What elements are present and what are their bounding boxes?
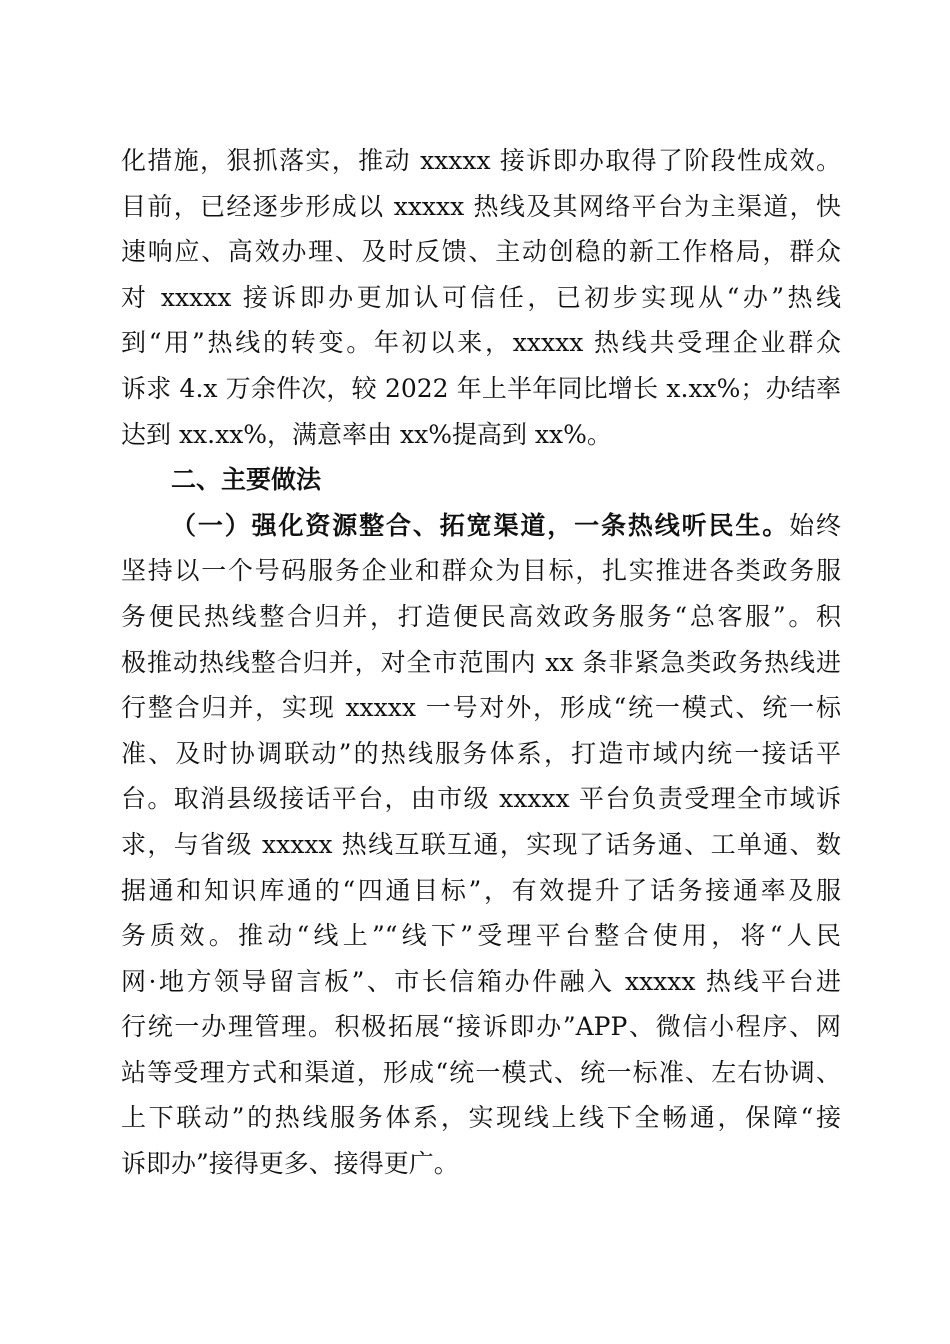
paragraph-line: 行整合归并，实现 xxxxx 一号对外，形成“统一模式、统一标 (121, 693, 841, 723)
subsection-title: （一）强化资源整合、拓宽渠道，一条热线听民生。 (171, 510, 790, 540)
paragraph-line: 准、及时协调联动”的热线服务体系，打造市域内统一接话平 (121, 738, 841, 768)
paragraph-line: 务质效。推动“线上”“线下”受理平台整合使用，将“人民 (121, 921, 841, 951)
paragraph-line: 诉求 4.x 万余件次，较 2022 年上半年同比增长 x.xx%；办结率 (121, 373, 841, 403)
paragraph-line: 台。取消县级接话平台，由市级 xxxxx 平台负责受理全市域诉 (121, 784, 841, 814)
paragraph-line: 速响应、高效办理、及时反馈、主动创稳的新工作格局，群众 (121, 237, 841, 267)
paragraph-line: 坚持以一个号码服务企业和群众为目标，扎实推进各类政务服 (121, 556, 841, 586)
paragraph-practices (121, 503, 841, 1187)
document-body (121, 138, 841, 1187)
paragraph-line: 诉即办”接得更多、接得更广。 (121, 1149, 459, 1179)
paragraph-line: 站等受理方式和渠道，形成“统一模式、统一标准、左右协调、 (121, 1057, 841, 1087)
paragraph-line: 务便民热线整合归并，打造便民高效政务服务“总客服”。积 (121, 601, 841, 631)
paragraph-line: 目前，已经逐步形成以 xxxxx 热线及其网络平台为主渠道，快 (121, 191, 841, 221)
paragraph-results (121, 138, 841, 457)
paragraph-line: 网·地方领导留言板”、市长信箱办件融入 xxxxx 热线平台进 (121, 966, 841, 996)
paragraph-lead-line (121, 503, 841, 549)
paragraph-line: 到“用”热线的转变。年初以来，xxxxx 热线共受理企业群众 (121, 328, 841, 358)
paragraph-line: 据通和知识库通的“四通目标”，有效提升了话务接通率及服 (121, 875, 841, 905)
paragraph-line: 达到 xx.xx%，满意率由 xx%提高到 xx%。 (121, 419, 612, 449)
paragraph-line: 上下联动”的热线服务体系，实现线上线下全畅通，保障“接 (121, 1103, 841, 1133)
paragraph-line: 求，与省级 xxxxx 热线互联互通，实现了话务通、工单通、数 (121, 829, 841, 859)
paragraph-line: 对 xxxxx 接诉即办更加认可信任，已初步实现从“办”热线 (121, 282, 841, 312)
paragraph-line: 化措施，狠抓落实，推动 xxxxx 接诉即办取得了阶段性成效。 (121, 146, 841, 175)
paragraph-line: 行统一办理管理。积极拓展“接诉即办”APP、微信小程序、网 (121, 1012, 841, 1042)
paragraph-lead-tail: 始终 (789, 510, 841, 540)
section-heading: 二、主要做法 (171, 465, 322, 495)
paragraph-line: 极推动热线整合归并，对全市范围内 xx 条非紧急类政务热线进 (121, 647, 841, 677)
